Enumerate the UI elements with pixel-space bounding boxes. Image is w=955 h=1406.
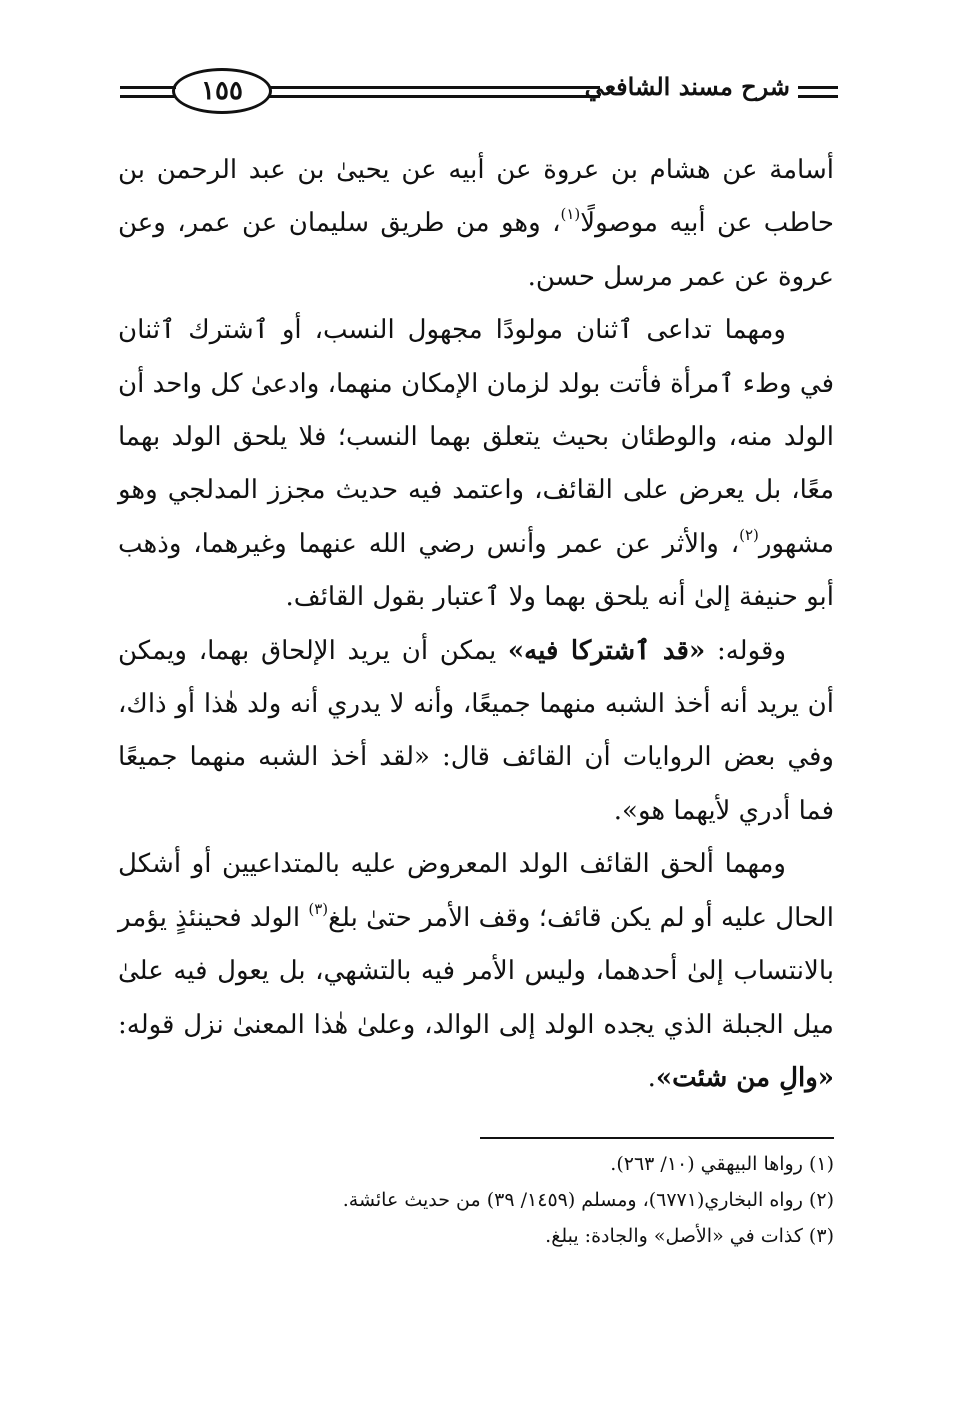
paragraph-3 [118, 625, 834, 839]
main-text [118, 144, 834, 1105]
text-run: ، وهو من طريق سليمان عن عمر، وعن عروة عن عمر مرسل حسن. [118, 208, 834, 292]
footnotes [200, 1146, 834, 1254]
text-run: أسامة عن هشام بن عروة عن أبيه عن يحيىٰ بن عبد الرحمن بن حاطب عن أبيه موصولًا [118, 155, 835, 239]
footnote-ref-2: (٢) [739, 525, 759, 544]
paragraph-4 [118, 838, 834, 1105]
header-rule-right [798, 86, 838, 98]
paragraph-1 [118, 144, 834, 304]
paragraph-2 [118, 304, 834, 624]
page-number: ١٥٥ [172, 68, 272, 114]
quoted-phrase: «والِ من شئت» [655, 1062, 834, 1093]
header-rule-left [120, 86, 176, 98]
text-run: الولد فحينئذٍ يؤمر بالانتساب إلىٰ أحدهما، وليس الأمر فيه بالتشهي، بل يعول فيه علىٰ ميل الجبلة الذي يجده الولد إلى الوالد، وعلىٰ هٰذا المعنىٰ نزل قوله: [118, 902, 834, 1040]
running-title: شرح مسند الشافعي [584, 72, 790, 101]
footnote-ref-3: (٣) [308, 899, 329, 918]
text-run: ، والأثر عن عمر وأنس رضي الله عنهما وغيرهما، وذهب أبو حنيفة إلىٰ أنه يلحق بهما ولا ٱعتبار بقول القائف. [118, 528, 834, 613]
text-run: يمكن أن يريد الإلحاق بهما، ويمكن أن يريد أنه أخذ الشبه منهما جميعًا، وأنه لا يدري أنه ولد هٰذا أو ذاك، وفي بعض الروايات أن القائف قال: «لقد أخذ الشبه منهما جميعًا فما أدري لأيهما هو». [118, 635, 834, 826]
page-header [120, 62, 838, 122]
text-run: ومهما تداعى ٱثنان مولودًا مجهول النسب، أو ٱشترك ٱثنان في وطء ٱمرأة فأتت بولد لزمان الإمكان منهما، وادعىٰ كل واحد أن الولد منه، والوطئان بحيث يتعلق بهما النسب؛ فلا يلحق الولد بهما معًا، بل يعرض على القائف، واعتمد فيه حديث مجزز المدلجي وهو مشهور [118, 315, 834, 559]
text-run: . [647, 1062, 656, 1093]
footnote-2: (٢) رواه البخاري(٦٧٧١)، ومسلم (١٤٥٩/ ٣٩) من حديث عائشة. [342, 1189, 834, 1211]
quoted-phrase: «قد ٱشتركا فيه» [507, 635, 706, 666]
footnote-1: (١) رواها البيهقي (١٠/ ٢٦٣). [610, 1153, 834, 1175]
footnote-3: (٣) كذات في «الأصل» والجادة: يبلغ. [545, 1225, 834, 1247]
header-rule-middle [232, 86, 600, 98]
footnote-separator [480, 1137, 834, 1139]
text-run: ومهما ألحق القائف الولد المعروض عليه بالمتداعيين أو أشكل الحال عليه أو لم يكن قائف؛ وقف الأمر حتىٰ بلغ [118, 849, 834, 933]
text-run: وقوله: [705, 635, 787, 666]
footnote-ref-1: (١) [560, 205, 581, 224]
